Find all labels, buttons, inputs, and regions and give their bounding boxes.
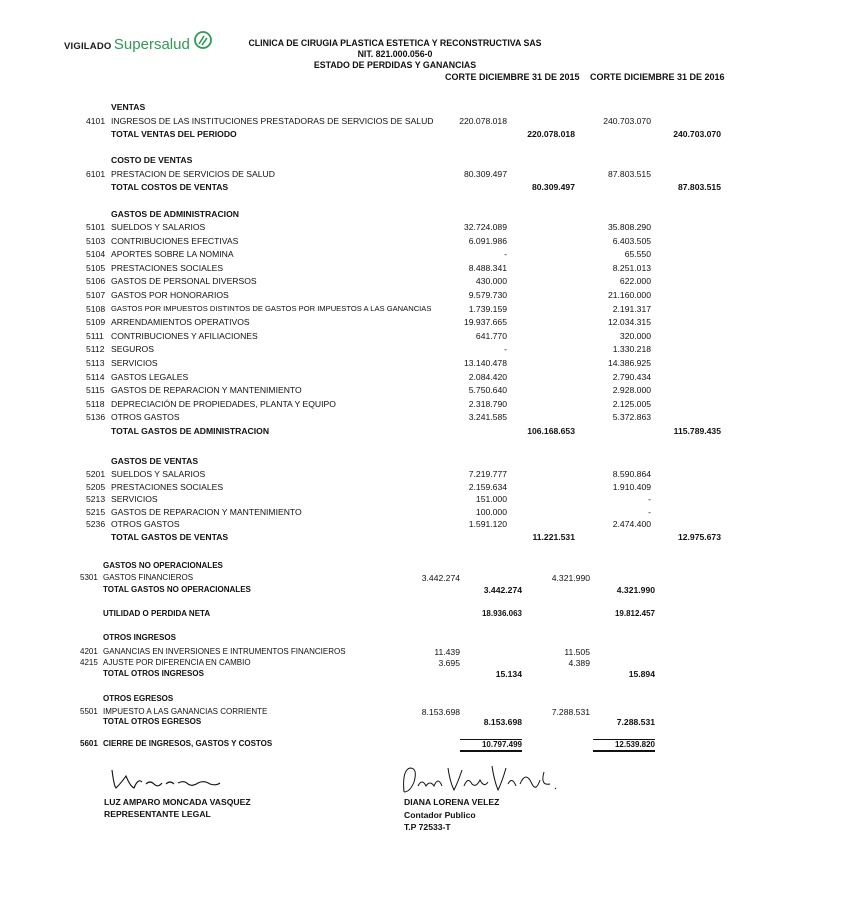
accountant-role: Contador Publico	[404, 810, 476, 820]
gventas-title: GASTOS DE VENTAS	[111, 456, 199, 466]
amount-2016: 14.386.925	[607, 358, 651, 368]
account-code: 5109	[86, 317, 106, 328]
amount-2016: 240.703.070	[603, 116, 651, 126]
account-label: SERVICIOS	[111, 494, 158, 505]
amount-2015: 11.439	[434, 647, 460, 657]
account-label: GASTOS POR IMPUESTOS DISTINTOS DE GASTOS POR IMPUESTOS A LAS GANANCIAS	[111, 303, 432, 313]
account-code: 5101	[86, 222, 106, 232]
oingresos-total-label: TOTAL OTROS INGRESOS	[103, 669, 204, 678]
account-code: 5301	[80, 573, 98, 582]
amount-2015: 9.579.730	[468, 290, 507, 300]
amount-2015: 430.000	[475, 276, 507, 287]
amount-2016: 7.288.531	[551, 707, 590, 717]
account-label: GANANCIAS EN INVERSIONES E INTRUMENTOS FINANCIEROS	[103, 647, 346, 656]
ventas-total-label: TOTAL VENTAS DEL PERIODO	[111, 129, 237, 139]
noop-total-2016: 4.321.990	[616, 585, 655, 595]
closing-label: CIERRE DE INGRESOS, GASTOS Y COSTOS	[103, 739, 273, 748]
account-label: PRESTACION DE SERVICIOS DE SALUD	[111, 169, 275, 179]
amount-2016: 21.160.000	[607, 290, 651, 300]
costo-title: COSTO DE VENTAS	[111, 155, 193, 165]
account-code: 5118	[86, 398, 105, 409]
amount-2016: 2.191.317	[612, 303, 651, 314]
account-code: 5113	[86, 358, 105, 368]
amount-2015: 80.309.497	[463, 169, 507, 179]
account-label: SERVICIOS	[111, 358, 158, 368]
net-income-label: UTILIDAD O PERDIDA NETA	[103, 609, 211, 618]
account-code: 5114	[86, 371, 105, 382]
amount-2015: 7.219.777	[468, 469, 507, 479]
account-label: GASTOS DE PERSONAL DIVERSOS	[111, 276, 257, 287]
ventas-title: VENTAS	[111, 102, 146, 112]
account-code: 5103	[86, 235, 106, 246]
account-label: SUELDOS Y SALARIOS	[111, 469, 206, 479]
account-label: CONTRIBUCIONES EFECTIVAS	[111, 235, 239, 246]
oegresos-total-2015: 8.153.698	[483, 717, 522, 727]
account-label: GASTOS LEGALES	[111, 371, 189, 382]
amount-2016: 320.000	[619, 330, 651, 341]
account-label: SUELDOS Y SALARIOS	[111, 222, 206, 232]
account-code: 5105	[86, 262, 106, 273]
closing-2015: 10.797.499	[460, 739, 522, 752]
amount-2015: 8.153.698	[421, 707, 460, 717]
account-code: 5205	[86, 481, 106, 492]
amount-2016: 6.403.505	[612, 235, 651, 246]
account-label: GASTOS DE REPARACION Y MANTENIMIENTO	[111, 506, 302, 517]
net-income-2016: 19.812.457	[614, 609, 655, 618]
amount-2015: 13.140.478	[463, 358, 507, 368]
amount-2016: 4.389	[568, 658, 590, 668]
amount-2016: 2.474.400	[612, 519, 651, 530]
amount-2016: 2.125.005	[612, 398, 651, 409]
amount-2016: 5.372.863	[612, 412, 651, 423]
amount-2015: -	[504, 249, 507, 260]
amount-2015: 3.695	[438, 658, 460, 668]
gventas-total-2015: 11.221.531	[532, 532, 575, 542]
gventas-total-label: TOTAL GASTOS DE VENTAS	[111, 532, 229, 542]
amount-2016: 4.321.990	[551, 573, 590, 583]
company-name: CLINICA DE CIRUGIA PLASTICA ESTETICA Y RECONSTRUCTIVA SAS	[248, 38, 542, 48]
noop-total-2015: 3.442.274	[483, 585, 522, 595]
account-label: SEGUROS	[111, 344, 154, 355]
amount-2016: 8.590.864	[612, 469, 651, 479]
amount-2016: 1.330.218	[612, 344, 651, 355]
account-code: 5201	[86, 469, 106, 479]
oingresos-total-2015: 15.134	[495, 669, 522, 679]
oegresos-total-label: TOTAL OTROS EGRESOS	[103, 717, 202, 726]
amount-2015: 19.937.665	[463, 317, 507, 328]
amount-2015: 2.159.634	[468, 481, 507, 492]
signature-luz-amparo	[108, 768, 228, 796]
amount-2015: 6.091.986	[468, 235, 507, 246]
ventas-total-2015: 220.078.018	[527, 129, 575, 139]
amount-2016: 1.910.409	[612, 481, 651, 492]
amount-2015: 220.078.018	[459, 116, 507, 126]
account-label: OTROS GASTOS	[111, 519, 180, 530]
account-code: 5104	[86, 249, 106, 260]
costo-total-2016: 87.803.515	[677, 182, 721, 192]
account-label: ARRENDAMIENTOS OPERATIVOS	[111, 317, 250, 328]
amount-2015: 1.739.159	[468, 303, 507, 314]
amount-2016: 8.251.013	[612, 262, 651, 273]
admin-total-2015: 106.168.653	[527, 426, 575, 436]
account-code: 5136	[86, 412, 106, 423]
logo-prefix: VIGILADO	[64, 41, 112, 52]
amount-2015: 5.750.640	[468, 385, 507, 396]
statement-title: ESTADO DE PERDIDAS Y GANANCIAS	[313, 60, 477, 70]
amount-2015: -	[504, 344, 507, 355]
account-label: GASTOS FINANCIEROS	[103, 573, 194, 582]
account-label: IMPUESTO A LAS GANANCIAS CORRIENTE	[103, 707, 268, 716]
costo-total-2015: 80.309.497	[531, 182, 575, 192]
account-code: 5112	[86, 344, 105, 355]
account-label: DEPRECIACIÓN DE PROPIEDADES, PLANTA Y EQUIPO	[111, 398, 336, 409]
account-code: 5501	[80, 707, 98, 716]
legal-rep-name: LUZ AMPARO MONCADA VASQUEZ	[104, 797, 251, 807]
accountant-name: DIANA LORENA VELEZ	[404, 797, 500, 807]
closing-code: 5601	[80, 739, 98, 748]
account-label: PRESTACIONES SOCIALES	[111, 481, 224, 492]
signature-diana-lorena	[400, 762, 560, 798]
noop-title: GASTOS NO OPERACIONALES	[103, 561, 223, 570]
amount-2016: -	[648, 494, 651, 505]
account-label: AJUSTE POR DIFERENCIA EN CAMBIO	[103, 658, 251, 667]
admin-total-2016: 115.789.435	[673, 426, 721, 436]
oingresos-total-2016: 15.894	[628, 669, 655, 679]
leaf-icon	[192, 31, 214, 51]
accountant-license: T.P 72533-T	[404, 822, 451, 832]
closing-2016: 12.539.820	[593, 739, 655, 752]
net-income-2015: 18.936.063	[481, 609, 522, 618]
amount-2016: 35.808.290	[607, 222, 651, 232]
account-label: OTROS GASTOS	[111, 412, 180, 423]
account-code: 5106	[86, 276, 106, 287]
oingresos-title: OTROS INGRESOS	[103, 633, 176, 642]
amount-2016: 87.803.515	[607, 169, 651, 179]
amount-2015: 32.724.089	[463, 222, 507, 232]
account-code: 5215	[86, 506, 106, 517]
amount-2015: 151.000	[475, 494, 507, 505]
account-code: 5213	[86, 494, 106, 505]
amount-2016: -	[648, 506, 651, 517]
logo-brand: Supersalud	[113, 36, 190, 53]
account-label: PRESTACIONES SOCIALES	[111, 262, 224, 273]
amount-2015: 8.488.341	[468, 262, 507, 273]
amount-2016: 65.550	[624, 249, 651, 260]
account-code: 4215	[80, 658, 98, 667]
amount-2016: 2.928.000	[612, 385, 651, 396]
amount-2015: 3.241.585	[468, 412, 507, 423]
admin-total-label: TOTAL GASTOS DE ADMINISTRACION	[111, 426, 270, 436]
account-label: CONTRIBUCIONES Y AFILIACIONES	[111, 330, 258, 341]
account-code: 4101	[86, 116, 106, 126]
supersalud-logo	[64, 31, 214, 53]
amount-2015: 1.591.120	[468, 519, 507, 530]
amount-2015: 3.442.274	[421, 573, 460, 583]
account-code: 5108	[86, 303, 106, 314]
account-label: GASTOS POR HONORARIOS	[111, 290, 229, 300]
noop-total-label: TOTAL GASTOS NO OPERACIONALES	[103, 585, 251, 594]
amount-2016: 12.034.315	[607, 317, 651, 328]
admin-title: GASTOS DE ADMINISTRACION	[111, 209, 239, 219]
amount-2016: 622.000	[619, 276, 651, 287]
oegresos-total-2016: 7.288.531	[616, 717, 655, 727]
account-code: 5115	[86, 385, 105, 396]
account-code: 5111	[86, 330, 104, 341]
ventas-total-2016: 240.703.070	[673, 129, 721, 139]
column-header-2015: CORTE DICIEMBRE 31 DE 2015	[445, 72, 580, 82]
account-code: 6101	[86, 169, 106, 179]
amount-2016: 11.505	[564, 647, 590, 657]
account-label: APORTES SOBRE LA NOMINA	[111, 249, 234, 260]
account-label: GASTOS DE REPARACION Y MANTENIMIENTO	[111, 385, 302, 396]
company-nit: NIT. 821.000.056-0	[357, 49, 433, 59]
amount-2015: 100.000	[475, 506, 507, 517]
column-header-2016: CORTE DICIEMBRE 31 DE 2016	[590, 72, 725, 82]
amount-2015: 2.084.420	[468, 371, 507, 382]
account-code: 5107	[86, 290, 106, 300]
amount-2015: 2.318.790	[468, 398, 507, 409]
legal-rep-role: REPRESENTANTE LEGAL	[104, 809, 211, 819]
account-label: INGRESOS DE LAS INSTITUCIONES PRESTADORAS DE SERVICIOS DE SALUD	[111, 116, 434, 126]
account-code: 5236	[86, 519, 106, 530]
account-code: 4201	[80, 647, 98, 656]
costo-total-label: TOTAL COSTOS DE VENTAS	[111, 182, 229, 192]
amount-2015: 641.770	[475, 330, 507, 341]
amount-2016: 2.790.434	[612, 371, 651, 382]
gventas-total-2016: 12.975.673	[677, 532, 721, 542]
oegresos-title: OTROS EGRESOS	[103, 694, 174, 703]
